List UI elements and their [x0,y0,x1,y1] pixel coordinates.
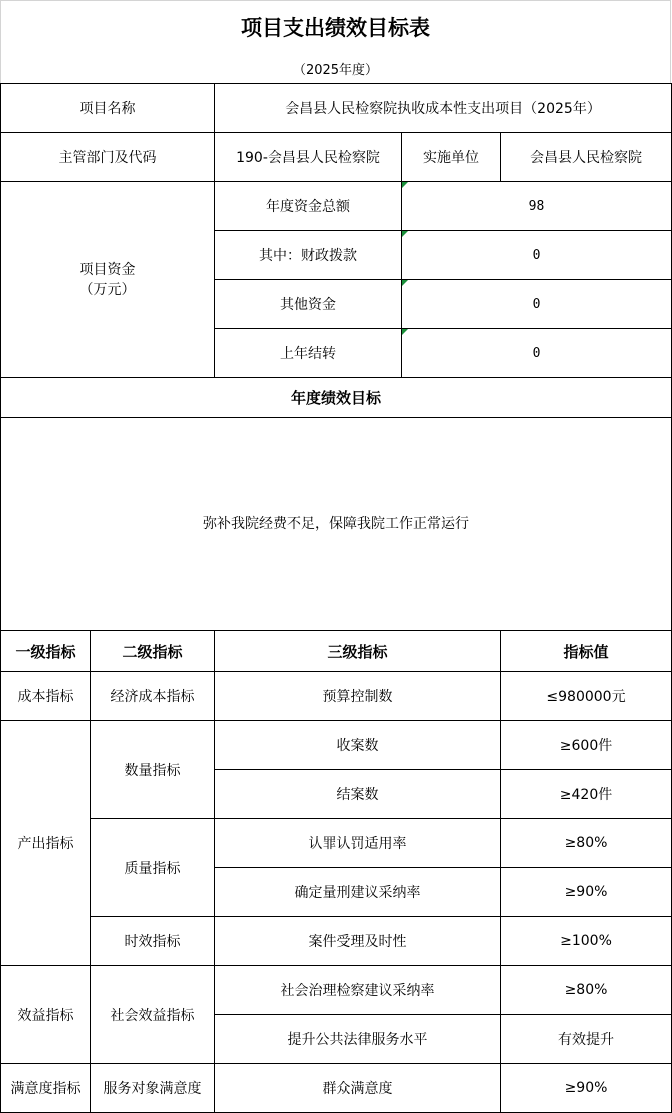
indicator-value: 有效提升 [501,1015,672,1064]
indicator-value: ≥90% [501,1064,672,1113]
quantity-level2: 数量指标 [91,721,215,819]
indicator-level3: 确定量刑建议采纳率 [215,868,501,917]
benefit-level1: 效益指标 [1,966,91,1064]
dept-value: 190-会昌县人民检察院 [215,133,402,182]
indicator-value: ≥80% [501,819,672,868]
funds-label: 项目资金 （万元） [1,182,215,378]
project-name-label: 项目名称 [1,84,215,133]
cost-level2: 经济成本指标 [91,672,215,721]
header-level3: 三级指标 [215,631,501,672]
funds-row-value: 0 [402,231,672,280]
dept-label: 主管部门及代码 [1,133,215,182]
indicator-level3: 预算控制数 [215,672,501,721]
year-label: （2025年度） [0,52,671,84]
indicator-level3: 社会治理检察建议采纳率 [215,966,501,1015]
service-level2: 服务对象满意度 [91,1064,215,1113]
social-level2: 社会效益指标 [91,966,215,1064]
funds-row-label: 上年结转 [215,329,402,378]
indicator-level3: 提升公共法律服务水平 [215,1015,501,1064]
page-title: 项目支出绩效目标表 [0,0,671,52]
impl-unit-label: 实施单位 [402,133,501,182]
indicator-value: ≥80% [501,966,672,1015]
funds-row-label: 其他资金 [215,280,402,329]
funds-row-label: 年度资金总额 [215,182,402,231]
annual-goal-header: 年度绩效目标 [1,378,672,418]
funds-row-value: 0 [402,329,672,378]
funds-row-value: 0 [402,280,672,329]
indicator-value: ≥90% [501,868,672,917]
indicator-level3: 收案数 [215,721,501,770]
header-level1: 一级指标 [1,631,91,672]
indicator-value: ≥420件 [501,770,672,819]
cost-level1: 成本指标 [1,672,91,721]
indicator-level3: 群众满意度 [215,1064,501,1113]
funds-row-label: 其中：财政拨款 [215,231,402,280]
indicator-value: ≤980000元 [501,672,672,721]
header-value: 指标值 [501,631,672,672]
performance-table [0,83,672,1113]
annual-goal-text: 弥补我院经费不足，保障我院工作正常运行 [1,418,672,631]
indicator-value: ≥600件 [501,721,672,770]
indicator-value: ≥100% [501,917,672,966]
quality-level2: 质量指标 [91,819,215,917]
satisfaction-level1: 满意度指标 [1,1064,91,1113]
funds-row-value: 98 [402,182,672,231]
indicator-level3: 认罪认罚适用率 [215,819,501,868]
indicator-level3: 案件受理及时性 [215,917,501,966]
time-level2: 时效指标 [91,917,215,966]
output-level1: 产出指标 [1,721,91,966]
impl-unit-value: 会昌县人民检察院 [501,133,672,182]
indicator-level3: 结案数 [215,770,501,819]
project-name-value: 会昌县人民检察院执收成本性支出项目（2025年） [215,84,672,133]
header-level2: 二级指标 [91,631,215,672]
